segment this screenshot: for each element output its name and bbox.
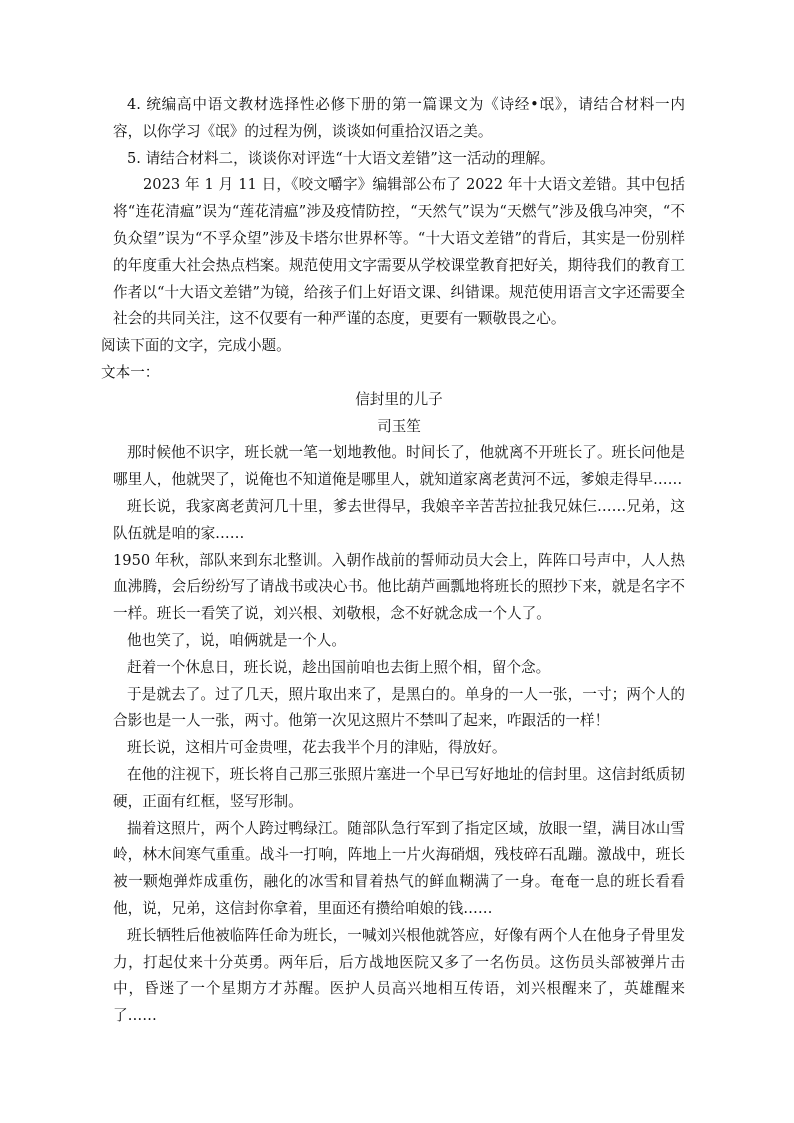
story-paragraph: 他也笑了，说，咱俩就是一个人。 [127, 631, 346, 649]
story-paragraph: 班长说，我家离老黄河几十里，爹去世得早，我娘辛辛苦苦拉扯我兄妹仨……兄弟，这队伍就是咱的家…… [113, 497, 685, 542]
story-paragraph: 揣着这照片，两个人跨过鸭绿江。随部队急行军到了指定区域，放眼一望，满目冰山雪岭，林木间寒气重重。战斗一打响，阵地上一片火海硝烟，残枝碎石乱蹦。激战中，班长被一颗炮弹炸成重伤，融化的冰雪和冒着热气的鲜血糊满了一身。奄奄一息的班长看看他，说，兄弟，这信封你拿着，里面还有攒给咱娘的钱…… [113, 819, 685, 917]
question-5: 5. 请结合材料二，谈谈你对评选“十大语文差错”这一活动的理解。 [127, 149, 555, 167]
reading-instruction: 阅读下面的文字，完成小题。 [101, 337, 291, 355]
story-paragraph: 班长说，这相片可金贵哩，花去我半个月的津贴，得放好。 [127, 739, 507, 757]
story-paragraph: 那时候他不识字，班长就一笔一划地教他。时间长了，他就离不开班长了。班长问他是哪里人，他就哭了，说俺也不知道俺是哪里人，就知道家离老黄河不远，爹娘走得早…… [113, 444, 685, 489]
text-one-label: 文本一： [101, 363, 160, 381]
story-paragraph: 在他的注视下，班长将自己那三张照片塞进一个早已写好地址的信封里。这信封纸质韧硬，正面有红框，竖写形制。 [113, 765, 685, 810]
question-4: 4. 统编高中语文教材选择性必修下册的第一篇课文为《诗经•氓》，请结合材料一内容，以你学习《氓》的过程为例，谈谈如何重拾汉语之美。 [113, 96, 685, 140]
document-body [101, 92, 685, 1030]
story-paragraph: 1950 年秋，部队来到东北整训。入朝作战前的誓师动员大会上，阵阵口号声中，人人热血沸腾，会后纷纷写了请战书或决心书。他比葫芦画瓢地将班长的照抄下来，就是名字不一样。班长一看笑了说，刘兴根、刘敬根，念不好就念成一个人了。 [113, 551, 685, 623]
story-author: 司玉笙 [377, 417, 421, 435]
story-paragraph: 班长牺牲后他被临阵任命为班长，一喊刘兴根他就答应，好像有两个人在他身子骨里发力，打起仗来十分英勇。两年后，后方战地医院又多了一名伤员。这伤员头部被弹片击中，昏迷了一个星期方才苏醒。医护人员高兴地相互传语，刘兴根醒来了，英雄醒来了…… [113, 926, 685, 1025]
story-paragraph: 于是就去了。过了几天，照片取出来了，是黑白的。单身的一人一张，一寸；两个人的合影也是一人一张，两寸。他第一次见这照片不禁叫了起来，咋跟活的一样！ [113, 685, 685, 730]
story-title: 信封里的儿子 [355, 390, 443, 408]
material-two-paragraph: 2023 年 1 月 11 日，《咬文嚼字》编辑部公布了 2022 年十大语文差错。其中包括将“连花清瘟”误为“莲花清瘟”涉及疫情防控，“天然气”误为“天燃气”涉及俄乌冲突，“不负众望”误为“不孚众望”涉及卡塔尔世界杯等。“十大语文差错”的背后，其实是一份别样的年度重大社会热点档案。规范使用文字需要从学校课堂教育把好关，期待我们的教育工作者以“十大语文差错”为镜，给孩子们上好语文课、纠错课。规范使用语言文字还需要全社会的共同关注，这不仅要有一种严谨的态度，更要有一颗敬畏之心。 [113, 176, 685, 328]
story-paragraph: 赶着一个休息日，班长说，趁出国前咱也去街上照个相，留个念。 [127, 658, 551, 676]
